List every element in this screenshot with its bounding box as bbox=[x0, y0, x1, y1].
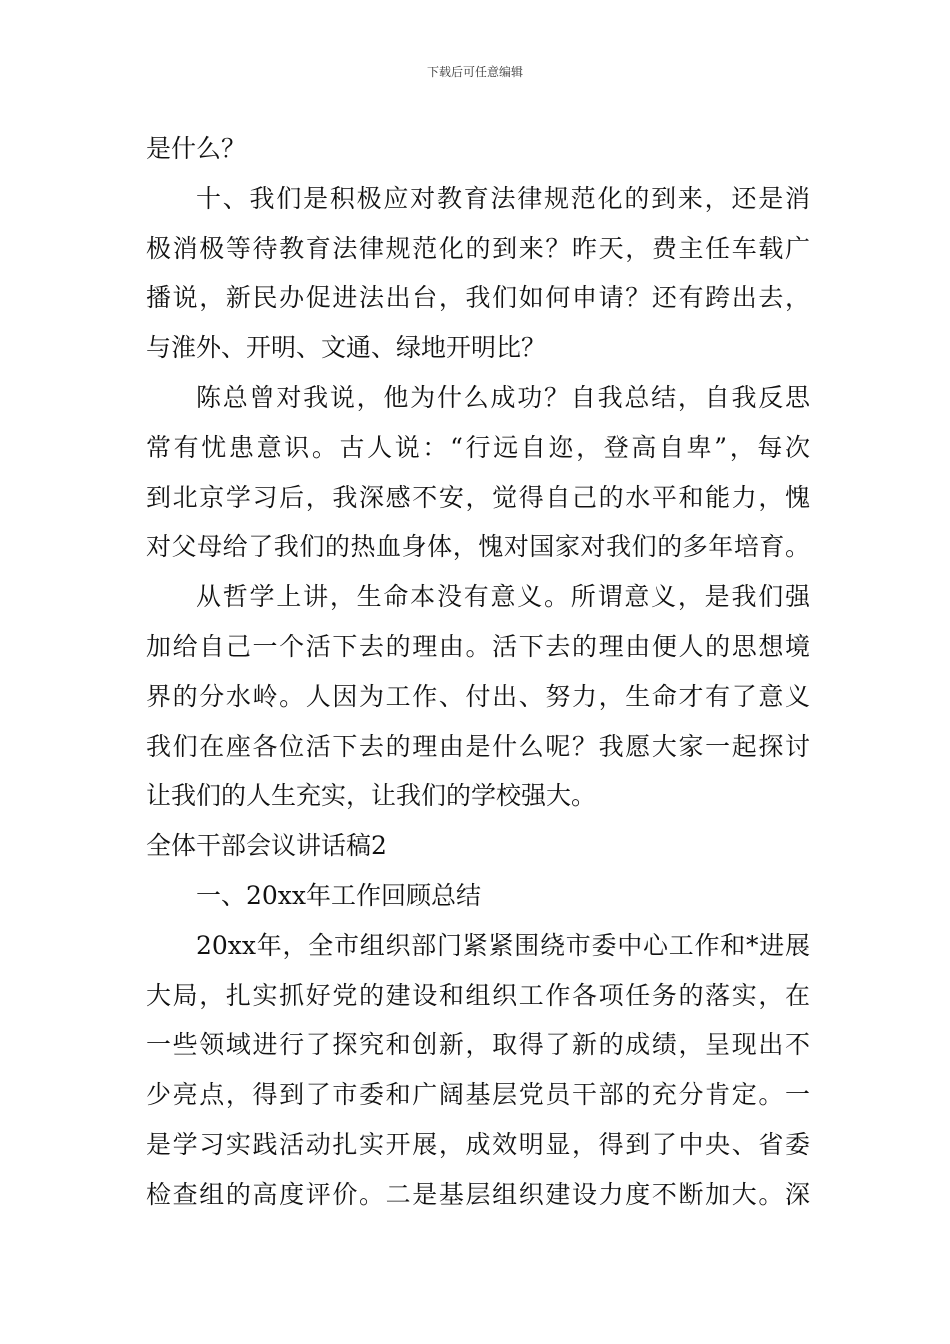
text-line: 是什么？ bbox=[146, 134, 247, 163]
section-title: 全体干部会议讲话稿2 bbox=[146, 831, 387, 861]
subsection-heading: 一、20xx年工作回顾总结 bbox=[196, 880, 482, 910]
text-line: 20xx年，全市组织部门紧紧围绕市委中心工作和*进展 bbox=[196, 930, 810, 960]
text-line: 到北京学习后，我深感不安，觉得自己的水平和能力，愧 bbox=[146, 482, 810, 512]
text-line: 大局，扎实抓好党的建设和组织工作各项任务的落实，在 bbox=[146, 980, 810, 1010]
text-line: 十、我们是积极应对教育法律规范化的到来，还是消 bbox=[196, 183, 810, 213]
text-line: 一些领域进行了探究和创新，取得了新的成绩，呈现出不 bbox=[146, 1030, 810, 1060]
text-line: 让我们的人生充实，让我们的学校强大。 bbox=[146, 781, 597, 811]
text-line: 检查组的高度评价。二是基层组织建设力度不断加大。深 bbox=[146, 1179, 810, 1209]
text-line: 极消极等待教育法律规范化的到来？昨天，费主任车载广 bbox=[146, 233, 810, 263]
header-note: 下载后可任意编辑 bbox=[426, 65, 523, 79]
text-line: 界的分水岭。人因为工作、付出、努力，生命才有了意义 bbox=[146, 681, 810, 711]
text-line: 是学习实践活动扎实开展，成效明显，得到了中央、省委 bbox=[146, 1129, 810, 1159]
text-line: 从哲学上讲，生命本没有意义。所谓意义，是我们强 bbox=[196, 582, 810, 612]
text-line: 少亮点，得到了市委和广阔基层党员干部的充分肯定。一 bbox=[146, 1080, 810, 1110]
text-line: 我们在座各位活下去的理由是什么呢？我愿大家一起探讨 bbox=[146, 731, 810, 761]
text-line: 常有忧患意识。古人说：“行远自迩，登高自卑”，每次 bbox=[146, 432, 810, 462]
text-line: 对父母给了我们的热血身体，愧对国家对我们的多年培育。 bbox=[146, 532, 810, 562]
document-body bbox=[146, 124, 810, 1220]
text-line: 与淮外、开明、文通、绿地开明比？ bbox=[146, 333, 547, 363]
text-line: 陈总曾对我说，他为什么成功？自我总结，自我反思 bbox=[196, 382, 810, 412]
text-line: 加给自己一个活下去的理由。活下去的理由便人的思想境 bbox=[146, 631, 810, 661]
text-line: 播说，新民办促进法出台，我们如何申请？还有跨出去， bbox=[146, 283, 810, 313]
